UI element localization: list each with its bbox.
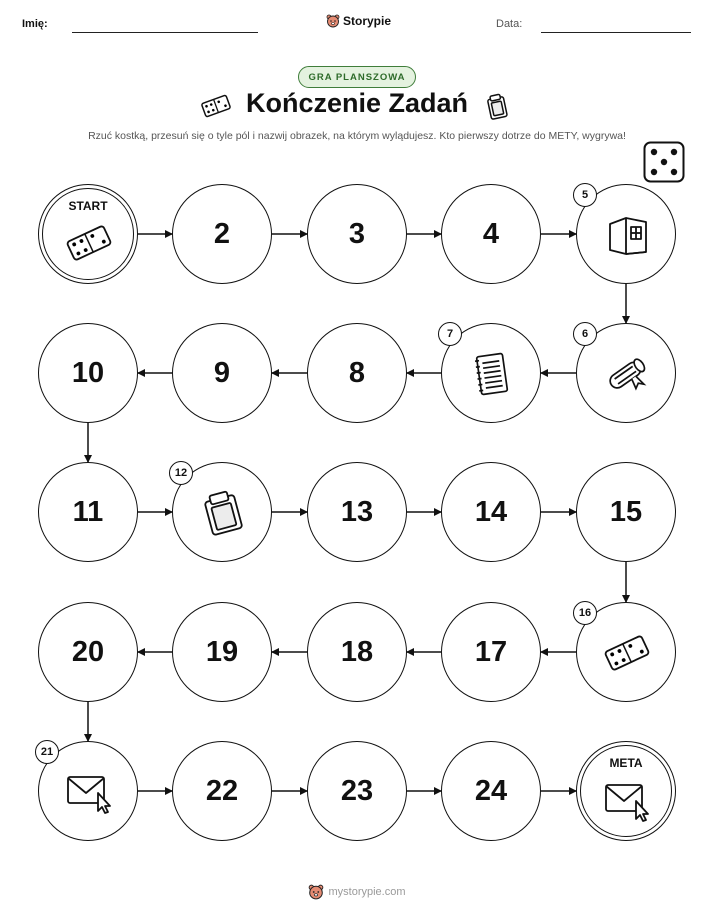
board-space-1: [38, 184, 138, 284]
board-space-23: [307, 741, 407, 841]
board-space-12: [172, 462, 272, 562]
board-space-11: [38, 462, 138, 562]
board-space-13: [307, 462, 407, 562]
board-space-5: [576, 184, 676, 284]
board-space-14: [441, 462, 541, 562]
board-space-2: [172, 184, 272, 284]
board-space-17: [441, 602, 541, 702]
board-space-10: [38, 323, 138, 423]
space-number: 10: [71, 356, 105, 389]
clipboard-icon: [198, 488, 248, 538]
scroll-icon: [602, 349, 652, 399]
bear-icon: [308, 884, 324, 900]
domino-icon: [64, 218, 114, 268]
space-number: 23: [340, 774, 374, 807]
room-icon: [602, 210, 652, 260]
space-number: 22: [205, 774, 239, 807]
domino-icon: [602, 628, 652, 678]
space-number: 9: [213, 356, 231, 389]
space-number: 4: [482, 217, 500, 250]
board-space-22: [172, 741, 272, 841]
board-space-20: [38, 602, 138, 702]
board-space-3: [307, 184, 407, 284]
board-space-15: [576, 462, 676, 562]
footer: [0, 884, 714, 900]
start-label: START: [68, 199, 108, 213]
space-number: 14: [474, 495, 508, 528]
board-space-19: [172, 602, 272, 702]
board-space-21: [38, 741, 138, 841]
page-title: Kończenie Zadań: [245, 88, 469, 118]
board-space-18: [307, 602, 407, 702]
board-space-24: [441, 741, 541, 841]
space-number: 13: [340, 495, 374, 528]
email-icon: [64, 767, 114, 817]
space-number-badge: 12: [169, 461, 193, 485]
space-number: 20: [71, 635, 105, 668]
space-number: 15: [609, 495, 643, 528]
date-label: Data:: [496, 18, 523, 30]
category-badge: GRA PLANSZOWA: [298, 66, 416, 88]
instructions: Rzuć kostką, przesuń się o tyle pól i nazwij obrazek, na którym wylądujesz. Kto pierwszy dotrze do METY, wygrywa!: [88, 130, 626, 142]
space-number: 17: [474, 635, 508, 668]
footer-url[interactable]: mystorypie.com: [328, 886, 406, 898]
notebook-icon: [467, 349, 517, 399]
space-number: 2: [213, 217, 231, 250]
board-space-25: [576, 741, 676, 841]
space-number-badge: 6: [573, 322, 597, 346]
board-space-4: [441, 184, 541, 284]
space-number: 24: [474, 774, 508, 807]
finish-label: META: [609, 756, 643, 770]
space-number: 8: [348, 356, 366, 389]
board-space-16: [576, 602, 676, 702]
email-icon: [602, 775, 652, 825]
brand-name: Storypie: [343, 14, 392, 28]
space-number: 19: [205, 635, 239, 668]
space-number: 3: [348, 217, 366, 250]
space-number-badge: 16: [573, 601, 597, 625]
space-number-badge: 5: [573, 183, 597, 207]
space-number-badge: 21: [35, 740, 59, 764]
board-space-6: [576, 323, 676, 423]
space-number: 11: [72, 495, 104, 528]
name-label: Imię:: [22, 18, 48, 30]
board-space-7: [441, 323, 541, 423]
space-number-badge: 7: [438, 322, 462, 346]
space-number: 18: [340, 635, 374, 668]
board-space-9: [172, 323, 272, 423]
board-space-8: [307, 323, 407, 423]
